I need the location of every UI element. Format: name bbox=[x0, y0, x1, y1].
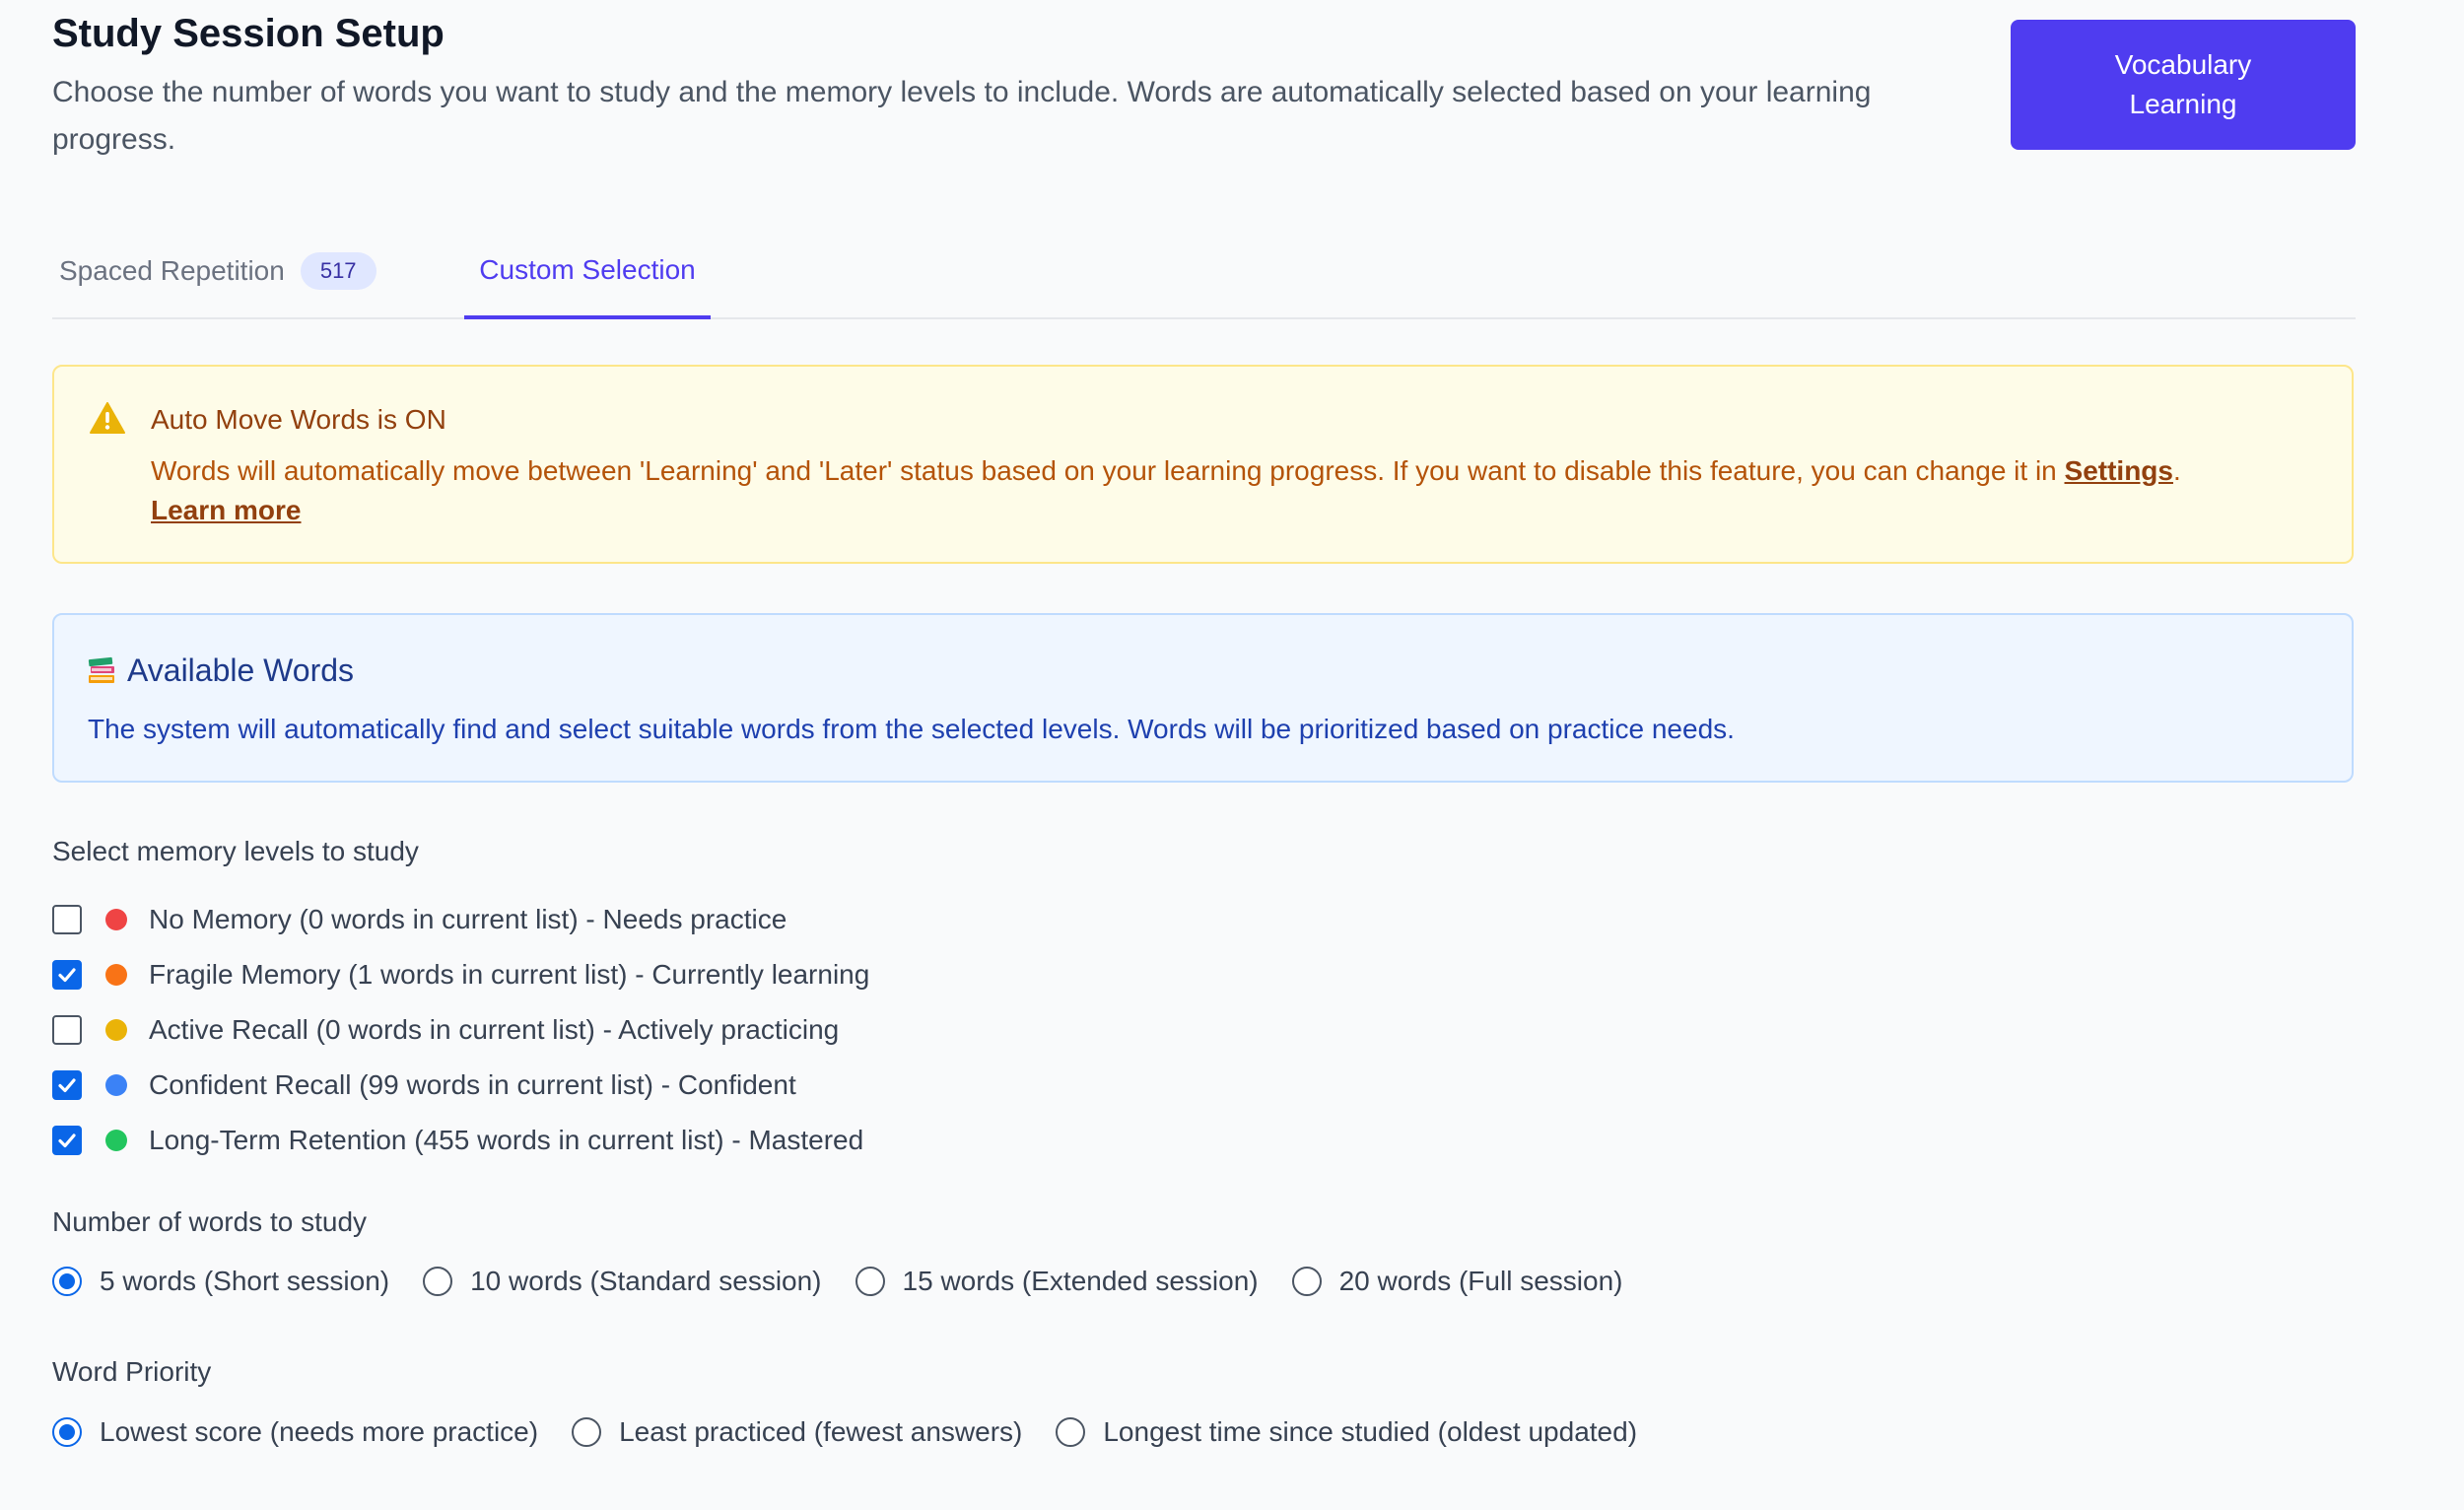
checkmark-icon bbox=[56, 1074, 78, 1096]
word-count-option-10-label: 10 words (Standard session) bbox=[470, 1266, 822, 1296]
word-count-option-5-label: 5 words (Short session) bbox=[100, 1266, 390, 1296]
tab-bar bbox=[52, 225, 2356, 319]
word-priority-options bbox=[52, 1416, 1671, 1448]
level-confident-recall-color-dot bbox=[105, 1074, 127, 1096]
info-text: The system will automatically find and select suitable words from the selected levels. Words will be prioritized based on practice needs. bbox=[88, 714, 1735, 744]
vocabulary-learning-button-label: Vocabulary Learning bbox=[2114, 49, 2252, 119]
checkmark-icon bbox=[56, 964, 78, 986]
priority-longest-time-radio[interactable] bbox=[1056, 1417, 1085, 1447]
warning-text-block bbox=[151, 451, 2319, 530]
page-subtitle: Choose the number of words you want to study and the memory levels to include. Words are automatically selected based on your learning progress. bbox=[52, 76, 1872, 156]
priority-least-practiced[interactable] bbox=[572, 1416, 1022, 1448]
level-active-recall-checkbox[interactable] bbox=[52, 1015, 82, 1045]
level-no-memory-color-dot bbox=[105, 909, 127, 930]
warning-title: Auto Move Words is ON bbox=[151, 404, 446, 435]
word-count-radio-20[interactable] bbox=[1292, 1267, 1322, 1296]
level-long-term-retention-checkbox[interactable] bbox=[52, 1126, 82, 1155]
word-count-options bbox=[52, 1266, 1656, 1297]
auto-move-warning bbox=[52, 365, 2354, 564]
word-count-option-20-label: 20 words (Full session) bbox=[1338, 1266, 1623, 1296]
memory-levels-label: Select memory levels to study bbox=[52, 836, 419, 866]
books-icon bbox=[86, 656, 117, 686]
header bbox=[52, 0, 2356, 187]
level-confident-recall[interactable] bbox=[52, 1058, 869, 1113]
level-long-term-retention[interactable] bbox=[52, 1113, 869, 1168]
available-words-info bbox=[52, 613, 2354, 783]
warning-icon bbox=[90, 402, 125, 434]
word-count-option-20[interactable] bbox=[1292, 1266, 1623, 1297]
info-title-row bbox=[86, 652, 354, 689]
level-fragile-memory-color-dot bbox=[105, 964, 127, 986]
spaced-repetition-count-badge: 517 bbox=[301, 252, 376, 290]
content bbox=[52, 0, 2356, 1447]
learn-more-link[interactable]: Learn more bbox=[151, 495, 302, 525]
level-no-memory-label: No Memory (0 words in current list) - Needs practice bbox=[149, 904, 787, 934]
tab-spaced-repetition-label: Spaced Repetition bbox=[59, 255, 285, 286]
memory-levels-list bbox=[52, 892, 869, 1168]
priority-longest-time[interactable] bbox=[1056, 1416, 1637, 1448]
level-no-memory[interactable] bbox=[52, 892, 869, 947]
settings-link[interactable]: Settings bbox=[2064, 455, 2173, 486]
level-long-term-retention-label: Long-Term Retention (455 words in current list) - Mastered bbox=[149, 1125, 864, 1155]
word-count-label: Number of words to study bbox=[52, 1206, 368, 1237]
checkmark-icon bbox=[56, 1130, 78, 1151]
level-no-memory-checkbox[interactable] bbox=[52, 905, 82, 934]
tab-custom-selection-label: Custom Selection bbox=[479, 254, 696, 285]
word-count-radio-5[interactable] bbox=[52, 1267, 82, 1296]
level-fragile-memory-label: Fragile Memory (1 words in current list) - Currently learning bbox=[149, 959, 870, 990]
tab-custom-selection[interactable] bbox=[464, 225, 711, 319]
warning-period: . bbox=[2172, 455, 2181, 486]
priority-lowest-score[interactable] bbox=[52, 1416, 538, 1448]
level-active-recall-color-dot bbox=[105, 1019, 127, 1041]
info-title: Available Words bbox=[127, 652, 355, 688]
priority-lowest-score-radio[interactable] bbox=[52, 1417, 82, 1447]
tab-spaced-repetition[interactable] bbox=[59, 225, 376, 317]
word-priority-label: Word Priority bbox=[52, 1356, 212, 1387]
level-fragile-memory[interactable] bbox=[52, 947, 869, 1002]
word-count-radio-15[interactable] bbox=[856, 1267, 885, 1296]
priority-least-practiced-label: Least practiced (fewest answers) bbox=[619, 1416, 1023, 1447]
level-fragile-memory-checkbox[interactable] bbox=[52, 960, 82, 990]
vocabulary-learning-button[interactable] bbox=[2011, 20, 2356, 150]
page-title: Study Session Setup bbox=[52, 12, 445, 55]
priority-least-practiced-radio[interactable] bbox=[572, 1417, 601, 1447]
level-long-term-retention-color-dot bbox=[105, 1130, 127, 1151]
word-count-radio-10[interactable] bbox=[423, 1267, 452, 1296]
level-confident-recall-checkbox[interactable] bbox=[52, 1070, 82, 1100]
level-active-recall[interactable] bbox=[52, 1002, 869, 1058]
level-active-recall-label: Active Recall (0 words in current list) - Actively practicing bbox=[149, 1014, 840, 1045]
level-confident-recall-label: Confident Recall (99 words in current list) - Confident bbox=[149, 1069, 796, 1100]
word-count-option-15[interactable] bbox=[856, 1266, 1259, 1297]
word-count-option-5[interactable] bbox=[52, 1266, 389, 1297]
warning-text: Words will automatically move between 'Learning' and 'Later' status based on your learning progress. If you want to disable this feature, you can change it in bbox=[151, 455, 2065, 486]
word-count-option-10[interactable] bbox=[423, 1266, 821, 1297]
word-count-option-15-label: 15 words (Extended session) bbox=[902, 1266, 1259, 1296]
priority-longest-time-label: Longest time since studied (oldest updated) bbox=[1103, 1416, 1638, 1447]
priority-lowest-score-label: Lowest score (needs more practice) bbox=[100, 1416, 539, 1447]
